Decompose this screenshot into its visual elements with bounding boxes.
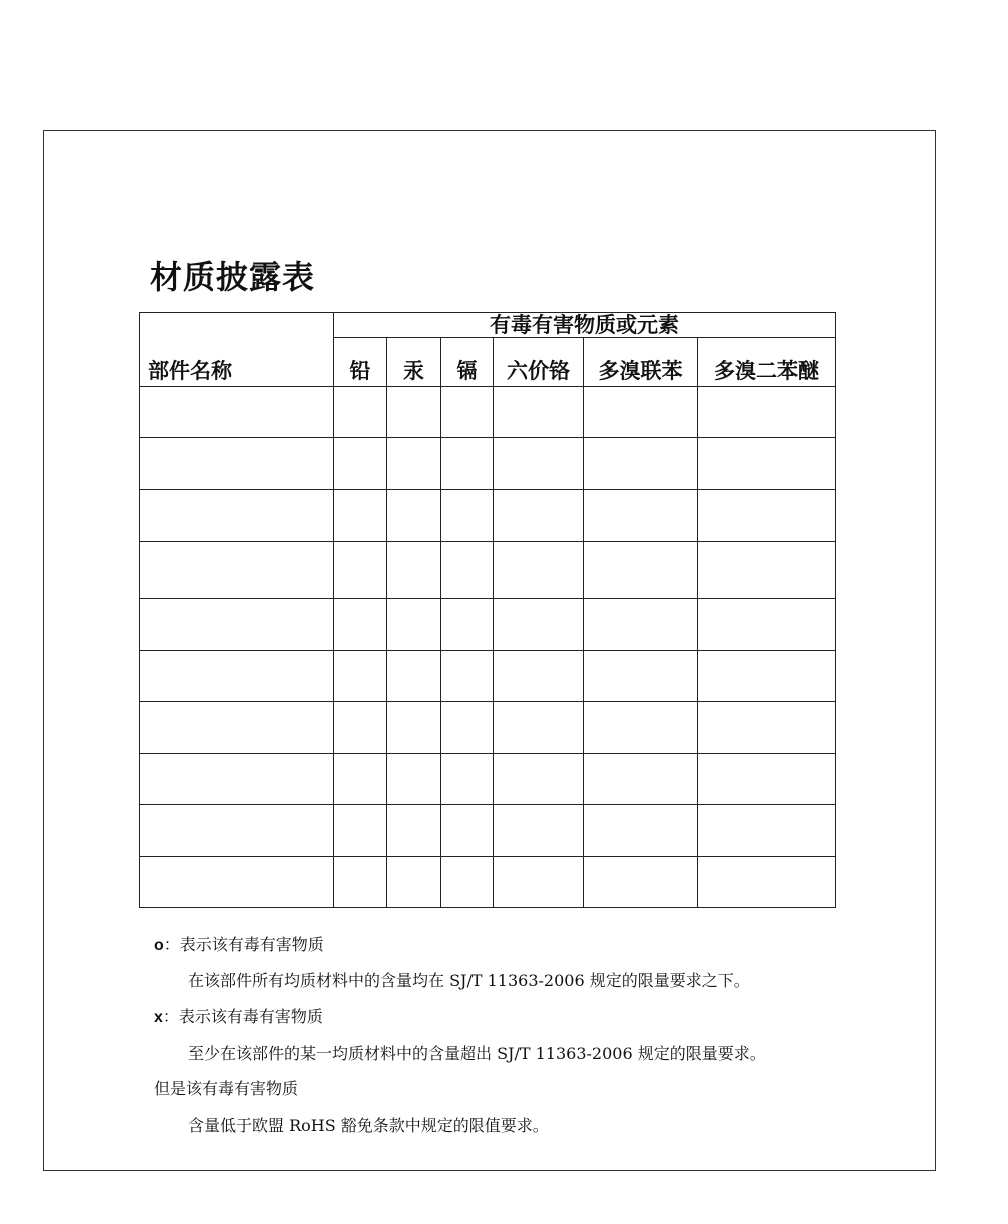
substance-cell [334, 387, 387, 438]
substance-cell [441, 387, 494, 438]
substance-cell [494, 805, 584, 857]
substance-cell [584, 754, 698, 805]
substance-cell [698, 542, 836, 599]
substance-cell [698, 754, 836, 805]
substance-cell [584, 387, 698, 438]
table-row [140, 651, 836, 702]
substance-cell [584, 805, 698, 857]
substance-cell [334, 805, 387, 857]
table-row [140, 599, 836, 651]
part-name-cell [140, 542, 334, 599]
substance-cell [441, 805, 494, 857]
substance-cell [441, 599, 494, 651]
part-name-cell [140, 754, 334, 805]
part-name-cell [140, 387, 334, 438]
substance-cell [698, 438, 836, 490]
substance-cell [494, 702, 584, 754]
table-body [140, 387, 836, 908]
part-name-cell [140, 702, 334, 754]
column-header-pbb: 多溴联苯 [584, 338, 698, 387]
substance-cell [494, 542, 584, 599]
part-name-header: 部件名称 [140, 313, 334, 387]
substance-cell [494, 438, 584, 490]
substance-cell [584, 651, 698, 702]
table-row [140, 542, 836, 599]
footnote-o [154, 932, 324, 955]
part-name-cell [140, 805, 334, 857]
toxic-substances-group-header: 有毒有害物质或元素 [334, 313, 836, 338]
substance-cell [441, 651, 494, 702]
o-symbol: o [154, 937, 164, 954]
material-disclosure-table [139, 312, 836, 908]
table-row [140, 490, 836, 542]
substance-cell [334, 651, 387, 702]
substance-cell [441, 438, 494, 490]
substance-cell [494, 754, 584, 805]
footnote-but-detail: 含量低于欧盟 RoHS 豁免条款中规定的限值要求。 [188, 1116, 549, 1135]
table-row [140, 754, 836, 805]
substance-cell [387, 387, 441, 438]
document-title: 材质披露表 [150, 258, 316, 296]
substance-cell [387, 542, 441, 599]
substance-cell [584, 599, 698, 651]
part-name-cell [140, 857, 334, 908]
x-symbol: x [154, 1009, 163, 1026]
footnote-o-detail: 在该部件所有均质材料中的含量均在 SJ/T 11363-2006 规定的限量要求之下。 [188, 971, 750, 990]
substance-cell [494, 857, 584, 908]
column-header-lead: 铅 [334, 338, 387, 387]
substance-cell [334, 857, 387, 908]
substance-cell [698, 490, 836, 542]
table-row [140, 857, 836, 908]
substance-cell [441, 702, 494, 754]
substance-cell [584, 702, 698, 754]
substance-cell [387, 754, 441, 805]
column-header-hexavalent-chromium: 六价铬 [494, 338, 584, 387]
substance-cell [441, 490, 494, 542]
substance-cell [387, 599, 441, 651]
table-row [140, 387, 836, 438]
substance-cell [387, 857, 441, 908]
column-header-pbde: 多溴二苯醚 [698, 338, 836, 387]
substance-cell [698, 387, 836, 438]
part-name-cell [140, 651, 334, 702]
substance-cell [494, 490, 584, 542]
footnote-x [154, 1004, 323, 1027]
substance-cell [387, 702, 441, 754]
substance-cell [387, 490, 441, 542]
x-label: ：表示该有毒有害物质 [162, 1007, 323, 1026]
substance-cell [698, 651, 836, 702]
substance-cell [387, 651, 441, 702]
substance-cell [584, 857, 698, 908]
substance-cell [334, 599, 387, 651]
substance-cell [698, 857, 836, 908]
substance-cell [334, 754, 387, 805]
substance-cell [494, 599, 584, 651]
part-name-cell [140, 438, 334, 490]
column-header-cadmium: 镉 [441, 338, 494, 387]
o-label: ：表示该有毒有害物质 [163, 935, 324, 954]
substance-cell [387, 805, 441, 857]
substance-cell [441, 857, 494, 908]
substance-cell [698, 805, 836, 857]
substance-cell [584, 542, 698, 599]
substance-cell [584, 438, 698, 490]
part-name-cell [140, 599, 334, 651]
substance-cell [334, 438, 387, 490]
substance-cell [584, 490, 698, 542]
footnote-but: 但是该有毒有害物质 [154, 1079, 299, 1098]
footnote-x-detail: 至少在该部件的某一均质材料中的含量超出 SJ/T 11363-2006 规定的限量要求。 [188, 1044, 766, 1063]
substance-cell [698, 702, 836, 754]
substance-cell [441, 542, 494, 599]
substance-cell [441, 754, 494, 805]
substance-cell [698, 599, 836, 651]
substance-cell [494, 651, 584, 702]
table-row [140, 702, 836, 754]
substance-cell [494, 387, 584, 438]
substance-cell [334, 490, 387, 542]
substance-cell [387, 438, 441, 490]
table-row [140, 438, 836, 490]
column-header-mercury: 汞 [387, 338, 441, 387]
table-row [140, 805, 836, 857]
part-name-cell [140, 490, 334, 542]
substance-cell [334, 702, 387, 754]
substance-cell [334, 542, 387, 599]
